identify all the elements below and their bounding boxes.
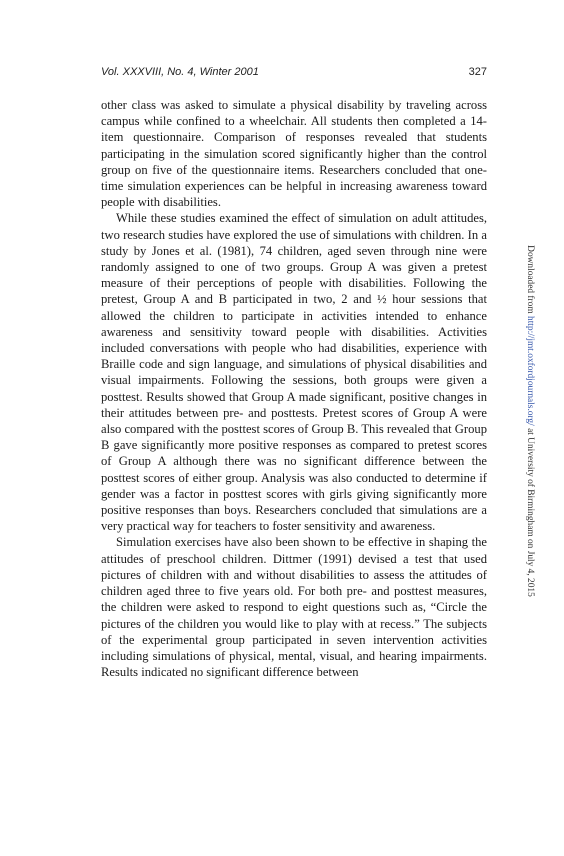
watermark-suffix: at University of Birmingham on July 4, 2015 [525,425,536,597]
page-number: 327 [468,66,487,78]
watermark-text [525,245,535,597]
paragraph-3: Simulation exercises have also been shown to be effective in shaping the attitudes of preschool children. Dittmer (1991) devised a test that used pictures of children with and without disabilities to assess the attitudes of children aged three to five years old. For both pre- and posttest measures, the children were asked to respond to eight questions such as, “Circle the pictures of the children you would like to play with at recess.” The subjects of the experimental group participated in seven intervention activities including simulations of physical, mental, visual, and hearing impairments. Results indicated no significant difference between [101,535,487,680]
watermark-link[interactable]: http://jmt.oxfordjournals.org/ [525,316,536,426]
journal-citation: Vol. XXXVIII, No. 4, Winter 2001 [101,66,259,78]
download-watermark [518,226,542,616]
body-text [101,97,487,680]
paragraph-2: While these studies examined the effect of simulation on adult attitudes, two research studies have explored the use of simulations with children. In a study by Jones et al. (1981), 74 children, aged seven through nine were randomly assigned to one of two groups. Group A was given a pretest measure of their perceptions of people with disabilities. Following the pretest, Group A and B participated in two, 2 and ½ hour sessions that allowed the children to participate in activities intended to enhance awareness and sensitivity toward people with disabilities. Activities included conversations with people who had disabilities, experience with Braille code and sign language, and simulations of physical disabilities and visual impairments. Following the sessions, both groups were given a posttest. Results showed that Group A made significant, positive changes in their attitudes between pre- and posttests. Pretest scores of Group A were also compared with the posttest scores of Group B. This revealed that Group B gave significantly more positive responses as compared to pretest scores of Group A although there was no significant difference between the posttest scores of either group. Analysis was also conducted to determine if gender was a factor in posttest scores with girls giving significantly more positive responses than boys. Researchers concluded that simulations are a very practical way for teachers to foster sensitivity and awareness. [101,211,487,534]
running-header [101,66,487,82]
paragraph-1: other class was asked to simulate a physical disability by traveling across campus while confined to a wheelchair. All students then completed a 14-item questionnaire. Comparison of responses revealed that students participating in the simulation scored significantly higher than the control group on five of the questionnaire items. Researchers concluded that one-time simulation experiences can be helpful in increasing awareness toward people with disabilities. [101,98,487,210]
watermark-prefix: Downloaded from [525,245,536,317]
